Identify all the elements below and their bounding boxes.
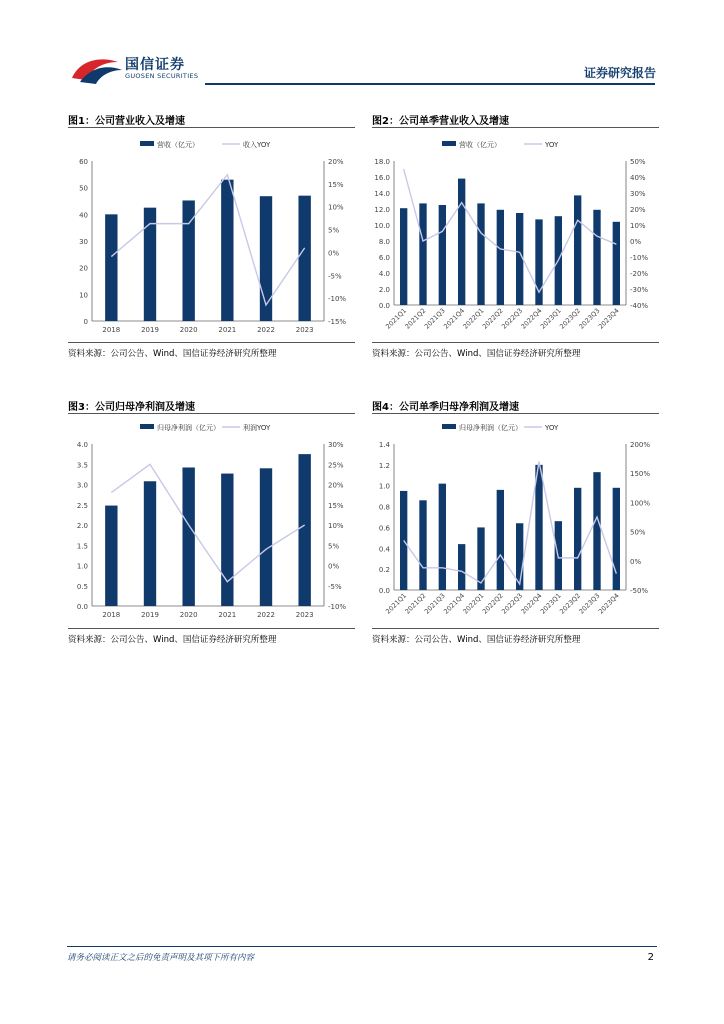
left-tick-label: 4.0 [378,270,390,278]
page-header [0,0,724,90]
left-tick-label: 0.0 [378,302,390,310]
x-tick-label: 2021 [218,611,237,619]
bar [593,472,600,590]
x-tick-label: 2022 [257,611,275,619]
bar [574,488,581,590]
right-tick-label: 200% [630,441,651,449]
left-tick-label: 0.0 [378,587,390,595]
legend-line-label: 收入YOY [243,141,271,149]
right-tick-label: -15% [328,318,347,326]
x-tick-label: 2021Q1 [384,306,409,331]
figure-2-title: 图2：公司单季营业收入及增速 [372,116,509,127]
right-tick-label: 25% [328,461,344,470]
x-tick-label: 2021Q3 [422,591,447,616]
left-tick-label: 14.0 [374,190,390,198]
figure-1-bottom-rule [68,342,355,343]
left-tick-label: 1.4 [378,441,390,449]
left-tick-label: 4.0 [76,441,88,449]
left-tick-label: 2.0 [76,522,88,530]
x-tick-label: 2021Q4 [442,306,467,331]
right-tick-label: 10% [328,203,344,212]
right-tick-label: -5% [328,582,342,591]
figure-2-title-rule [372,127,659,128]
legend-line-label: 利润YOY [243,424,271,432]
bar [221,474,233,606]
chart-3-net-profit-annual [60,418,360,626]
bar [497,210,504,305]
left-tick-label: 1.0 [76,562,88,571]
figure-1-source: 资料来源：公司公告、Wind、国信证券经济研究所整理 [68,349,277,359]
x-tick-label: 2019 [141,326,159,334]
x-tick-label: 2021Q2 [403,306,428,331]
bar [105,214,117,321]
bar [260,196,272,321]
bar [574,195,581,305]
bar [535,465,542,590]
x-tick-label: 2018 [102,326,121,334]
figure-4-title-rule [372,413,659,414]
bar [439,205,446,305]
footer-divider [67,946,657,947]
right-tick-label: 10% [630,222,646,230]
legend-bar-label: 营收（亿元） [157,141,199,149]
left-tick-label: 18.0 [374,158,390,166]
yoy-line [111,175,304,305]
figure-4-bottom-rule [372,628,659,629]
legend-bar-label: 归母净利润（亿元） [157,424,220,432]
x-tick-label: 2021Q3 [422,306,447,331]
right-tick-label: -10% [328,603,347,611]
figure-3-title-rule [68,413,355,414]
right-tick-label: 30% [630,190,646,198]
figure-2-bottom-rule [372,342,659,343]
right-tick-label: 50% [630,158,646,166]
x-tick-label: 2022 [257,326,275,334]
x-tick-label: 2021Q1 [384,591,409,616]
figure-4-source: 资料来源：公司公告、Wind、国信证券经济研究所整理 [372,635,581,645]
left-tick-label: 0.8 [378,503,390,512]
yoy-line [111,464,304,581]
left-tick-label: 40 [79,211,88,220]
left-tick-label: 1.5 [76,542,88,551]
x-tick-label: 2018 [102,611,121,619]
bar [593,210,600,305]
x-tick-label: 2022Q4 [519,591,544,616]
bar [439,484,446,590]
right-tick-label: -20% [630,270,649,278]
right-tick-label: 0% [630,238,642,246]
bar [144,208,156,321]
x-tick-label: 2022Q3 [500,306,525,331]
left-tick-label: 50 [79,184,88,193]
x-tick-label: 2023Q2 [558,306,583,331]
right-tick-label: 0% [328,562,340,571]
footer-disclaimer: 请务必阅读正文之后的免责声明及其项下所有内容 [67,953,255,963]
x-tick-label: 2023 [295,326,314,334]
bar [458,179,465,305]
x-tick-label: 2022Q2 [480,591,505,616]
legend-line-label: YOY [545,141,559,149]
left-tick-label: 10 [79,291,88,300]
x-tick-label: 2021 [218,326,237,334]
x-tick-label: 2023Q4 [596,591,621,616]
left-tick-label: 1.2 [378,461,390,470]
figure-3-source: 资料来源：公司公告、Wind、国信证券经济研究所整理 [68,635,277,645]
x-tick-label: 2021Q2 [403,591,428,616]
right-tick-label: 40% [630,174,646,182]
legend-bar-label: 归母净利润（亿元） [459,424,522,432]
yoy-line [404,169,617,292]
right-tick-label: 30% [328,441,344,449]
figure-3-bottom-rule [68,628,355,629]
x-tick-label: 2022Q4 [519,306,544,331]
left-tick-label: 0.4 [378,545,390,554]
right-tick-label: -10% [328,295,347,304]
figure-1-title-rule [68,127,355,128]
legend-bar-swatch [442,141,456,146]
legend-bar-label: 营收（亿元） [459,141,501,149]
bar [182,467,194,606]
bar [477,527,484,590]
right-tick-label: 10% [328,522,344,530]
figure-2-source: 资料来源：公司公告、Wind、国信证券经济研究所整理 [372,349,581,359]
left-tick-label: 2.5 [76,501,88,510]
bar [400,208,407,305]
right-tick-label: 0% [328,249,340,258]
x-tick-label: 2022Q3 [500,591,525,616]
figure-4-title: 图4：公司单季归母净利润及增速 [372,402,519,413]
x-tick-label: 2020 [179,611,198,619]
header-divider [205,83,655,85]
left-tick-label: 0.6 [378,524,390,533]
right-tick-label: 15% [328,180,344,189]
figure-3-title: 图3：公司归母净利润及增速 [68,402,195,413]
right-tick-label: 50% [630,528,646,537]
brand-subtitle: GUOSEN SECURITIES [125,72,199,80]
bar [260,468,272,606]
right-tick-label: 15% [328,501,344,510]
x-tick-label: 2019 [141,611,159,619]
page-number: 2 [647,952,654,963]
x-tick-label: 2023 [295,611,314,619]
left-tick-label: 0.0 [76,603,88,611]
left-tick-label: 20 [79,264,88,273]
x-tick-label: 2023Q1 [538,306,563,331]
right-tick-label: -10% [630,254,649,262]
bar [298,454,310,606]
legend-line-label: YOY [545,424,559,432]
x-tick-label: 2023Q3 [577,591,602,616]
left-tick-label: 8.0 [378,238,390,246]
chart-2-revenue-quarterly [362,135,662,341]
x-tick-label: 2022Q2 [480,306,505,331]
right-tick-label: -50% [630,587,649,595]
bar [419,203,426,305]
left-tick-label: 30 [79,238,88,246]
brand-name: 国信证券 [125,57,185,73]
right-tick-label: 150% [630,470,651,479]
bar [613,222,620,305]
yoy-line [404,462,617,585]
right-tick-label: 5% [328,226,340,235]
bar [144,481,156,606]
x-tick-label: 2022Q1 [461,306,486,331]
legend-bar-swatch [442,424,456,429]
bar [105,506,117,606]
legend-bar-swatch [140,424,154,429]
right-tick-label: 100% [630,499,651,508]
left-tick-label: 16.0 [374,174,390,182]
left-tick-label: 60 [79,158,88,166]
bar [298,196,310,321]
left-tick-label: 3.5 [76,461,88,470]
left-tick-label: 1.0 [378,482,390,491]
chart-4-net-profit-quarterly [362,418,662,626]
x-tick-label: 2020 [179,326,198,334]
x-tick-label: 2023Q1 [538,591,563,616]
left-tick-label: 3.0 [76,481,88,490]
left-tick-label: 0 [83,318,88,326]
right-tick-label: -30% [630,286,649,294]
right-tick-label: -40% [630,302,649,310]
x-tick-label: 2021Q4 [442,591,467,616]
bar [497,490,504,590]
right-tick-label: 0% [630,557,642,566]
right-tick-label: 5% [328,542,340,551]
bar [419,500,426,590]
x-tick-label: 2023Q4 [596,306,621,331]
left-tick-label: 0.5 [76,582,88,591]
x-tick-label: 2022Q1 [461,591,486,616]
legend-bar-swatch [140,141,154,146]
left-tick-label: 12.0 [374,206,390,214]
x-tick-label: 2023Q3 [577,306,602,331]
right-tick-label: 20% [328,158,344,166]
right-tick-label: 20% [630,206,646,214]
bar [458,544,465,590]
right-tick-label: -5% [328,272,342,281]
chart-1-revenue-annual [60,135,360,341]
x-tick-label: 2023Q2 [558,591,583,616]
left-tick-label: 6.0 [378,254,390,262]
bar [613,488,620,590]
right-tick-label: 20% [328,481,344,490]
report-type-label: 证券研究报告 [583,66,656,80]
bar [477,203,484,305]
left-tick-label: 0.2 [378,566,390,575]
left-tick-label: 2.0 [378,286,390,294]
figure-1-title: 图1：公司营业收入及增速 [68,116,185,127]
left-tick-label: 10.0 [374,222,390,230]
bar [221,180,233,321]
